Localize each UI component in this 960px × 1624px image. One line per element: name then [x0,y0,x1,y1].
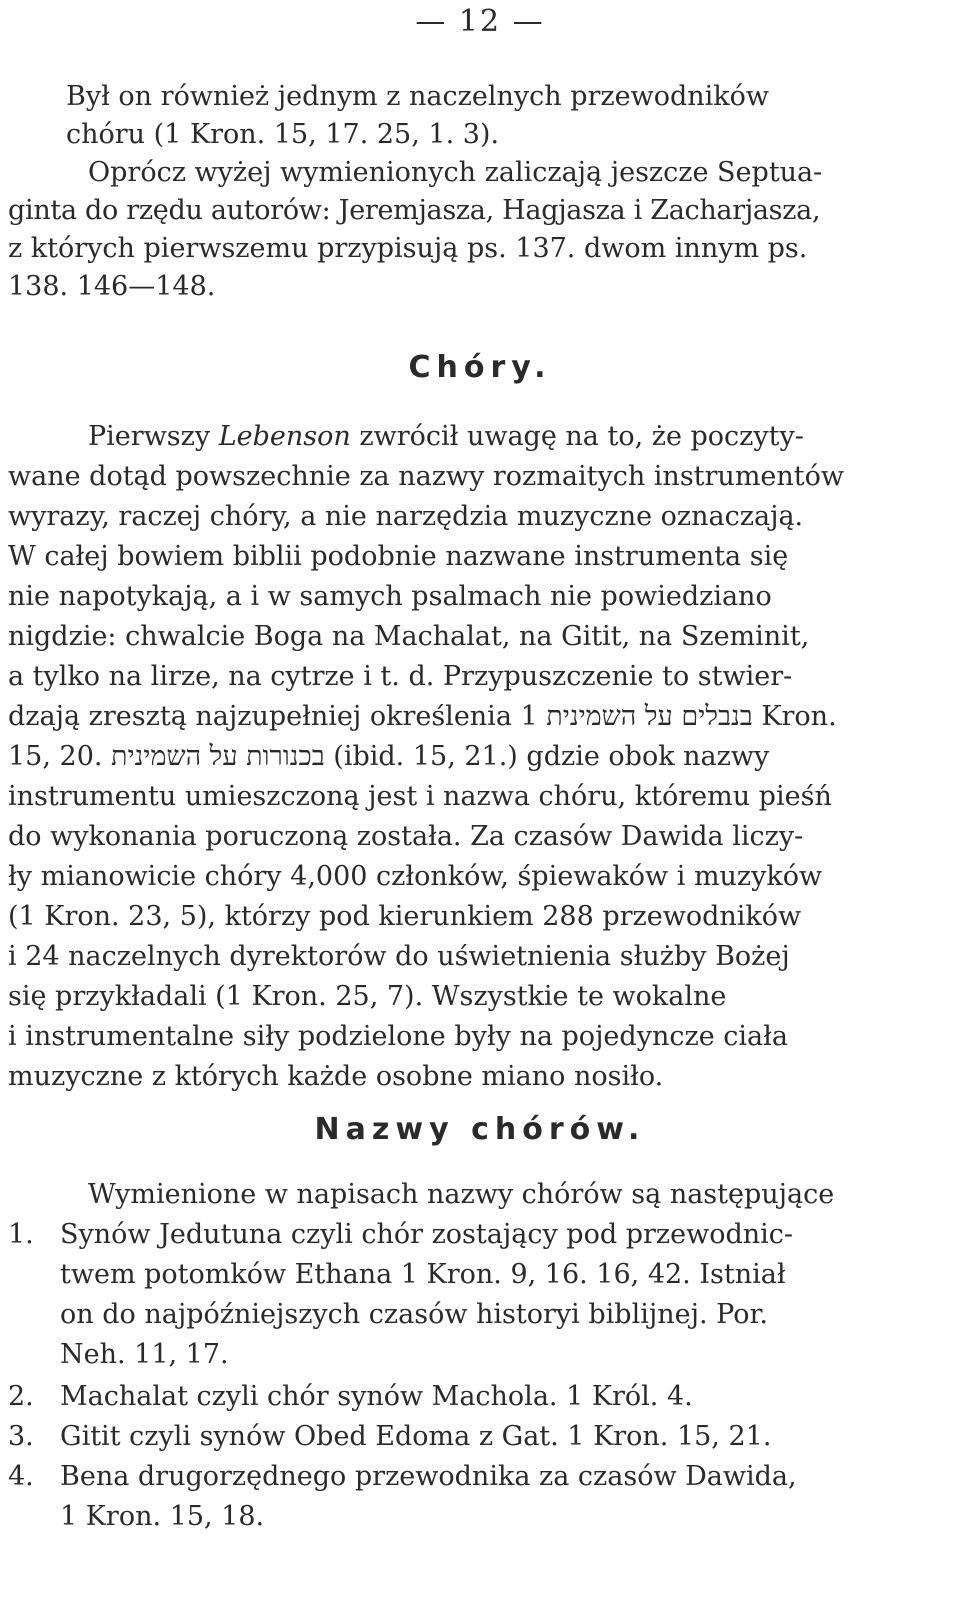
list-item-number: 4. [8,1461,34,1492]
paragraph-line: do wykonania poruczoną została. Za czasów Dawida liczy- [8,821,804,852]
list-item-line: Synów Jedutuna czyli chór zostający pod przewodnic- [60,1219,794,1250]
intro-line: Był on również jednym z naczelnych przewodników [66,81,769,112]
paragraph-line: (1 Kron. 23, 5), którzy pod kierunkiem 288 przewodników [8,901,802,932]
list-item-number: 2. [8,1381,34,1412]
paragraph-line: i 24 naczelnych dyrektorów do uświetnienia służby Bożej [8,941,790,972]
paragraph-line: W całej bowiem biblii podobnie nazwane instrumenta się [8,541,789,572]
list-intro: Wymienione w napisach nazwy chórów są następujące [88,1179,835,1210]
text-run: zwrócił uwagę na to, że poczyty- [350,421,804,452]
paragraph-line: 15, 20. בכנורות על השמינית (ibid. 15, 21.) gdzie obok nazwy [8,741,770,772]
paragraph-line: ły mianowicie chóry 4,000 członków, śpiewaków i muzyków [8,861,823,892]
list-item-number: 1. [8,1219,34,1250]
paragraph-line: instrumentu umieszczoną jest i nazwa chóru, któremu pieśń [8,781,832,812]
list-item-line: Neh. 11, 17. [60,1339,229,1370]
author-name: Lebenson [218,421,351,452]
paragraph-line: dzają zresztą najzupełniej określenia בנבלים על השמינית 1 Kron. [8,701,837,732]
intro-line: z których pierwszemu przypisują ps. 137. dwom innym ps. [8,233,808,264]
paragraph-line: się przykładali (1 Kron. 25, 7). Wszystkie te wokalne [8,981,727,1012]
intro-line: ginta do rzędu autorów: Jeremjasza, Hagjasza i Zacharjasza, [8,195,821,226]
intro-line: chóru (1 Kron. 15, 17. 25, 1. 3). [66,119,500,150]
paragraph-line: i instrumentalne siły podzielone były na pojedyncze ciała [8,1021,788,1052]
paragraph-line: wyrazy, raczej chóry, a nie narzędzia muzyczne oznaczają. [8,501,804,532]
list-item-line: on do najpóźniejszych czasów historyi biblijnej. Por. [60,1299,768,1330]
list-item-number: 3. [8,1421,34,1452]
paragraph-line [88,420,804,454]
paragraph-line: wane dotąd powszechnie za nazwy rozmaitych instrumentów [8,461,845,492]
intro-line: Oprócz wyżej wymienionych zaliczają jeszcze Septua- [88,157,823,188]
paragraph-line: nie napotykają, a i w samych psalmach nie powiedziano [8,581,772,612]
text-run: Pierwszy [88,421,219,452]
page-number: — 12 — [415,4,545,39]
list-item-line: Gitit czyli synów Obed Edoma z Gat. 1 Kron. 15, 21. [60,1421,772,1452]
list-item-line: Bena drugorzędnego przewodnika za czasów Dawida, [60,1461,797,1492]
intro-line: 138. 146—148. [8,271,216,302]
paragraph-line: nigdzie: chwalcie Boga na Machalat, na Gitit, na Szeminit, [8,621,810,652]
list-item-line: 1 Kron. 15, 18. [60,1501,265,1532]
list-item-line: Machalat czyli chór synów Machola. 1 Król. 4. [60,1381,693,1412]
section-heading-nazwy: Nazwy chórów. [314,1112,646,1147]
section-heading-chory: Chóry. [408,350,552,385]
list-item-line: twem potomków Ethana 1 Kron. 9, 16. 16, 42. Istniał [60,1259,786,1290]
paragraph-line: a tylko na lirze, na cytrze i t. d. Przypuszczenie to stwier- [8,661,793,692]
paragraph-line: muzyczne z których każde osobne miano nosiło. [8,1061,664,1092]
